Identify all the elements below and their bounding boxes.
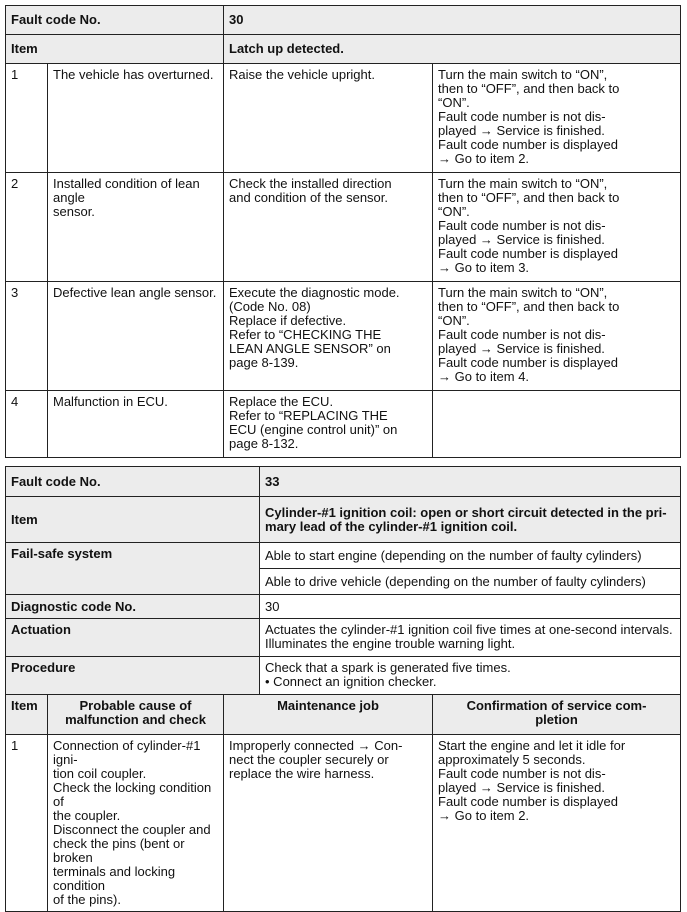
fault-code-label: Fault code No. [6, 467, 260, 497]
row-number: 4 [6, 391, 48, 458]
failsafe-label: Fail-safe system [6, 543, 260, 595]
row-cause: Installed condition of lean angle sensor. [48, 173, 224, 282]
fault-code-value: 33 [260, 467, 681, 497]
column-header-confirm: Confirmation of service com- pletion [433, 695, 681, 735]
actuation-value: Actuates the cylinder-#1 ignition coil five times at one-second intervals. Illuminates the engine trouble warning light. [260, 619, 681, 657]
row-confirm: Turn the main switch to “ON”, then to “OFF”, and then back to “ON”. Fault code number is not dis- played → Service is finished. Fault code number is displayed → Go to item 2. [433, 64, 681, 173]
row-job: Replace the ECU. Refer to “REPLACING THE ECU (engine control unit)” on page 8-132. [224, 391, 433, 458]
failsafe-start: Able to start engine (depending on the number of faulty cylinders) [260, 543, 681, 569]
failsafe-drive: Able to drive vehicle (depending on the number of faulty cylinders) [260, 569, 681, 595]
row-confirm [433, 391, 681, 458]
procedure-label: Procedure [6, 657, 260, 695]
row-number: 1 [6, 735, 48, 912]
row-confirm: Turn the main switch to “ON”, then to “OFF”, and then back to “ON”. Fault code number is not dis- played → Service is finished. Fault code number is displayed → Go to item 4. [433, 282, 681, 391]
row-confirm: Turn the main switch to “ON”, then to “OFF”, and then back to “ON”. Fault code number is not dis- played → Service is finished. Fault code number is displayed → Go to item 3. [433, 173, 681, 282]
table-row [6, 64, 681, 173]
table-row [6, 735, 681, 912]
fault-code-label: Fault code No. [6, 6, 224, 35]
column-header-job: Maintenance job [224, 695, 433, 735]
actuation-label: Actuation [6, 619, 260, 657]
item-value: Cylinder-#1 ignition coil: open or short circuit detected in the pri- mary lead of the cylinder-#1 ignition coil. [260, 497, 681, 543]
row-cause: Malfunction in ECU. [48, 391, 224, 458]
row-confirm: Start the engine and let it idle for approximately 5 seconds. Fault code number is not dis- played → Service is finished. Fault code number is displayed → Go to item 2. [433, 735, 681, 912]
fault-33-table [5, 466, 681, 912]
fault-30-table [5, 5, 681, 458]
item-label: Item [6, 497, 260, 543]
row-number: 3 [6, 282, 48, 391]
diagnostic-code-value: 30 [260, 595, 681, 619]
row-cause: Defective lean angle sensor. [48, 282, 224, 391]
row-cause: The vehicle has overturned. [48, 64, 224, 173]
column-header-item: Item [6, 695, 48, 735]
row-number: 2 [6, 173, 48, 282]
table-row [6, 282, 681, 391]
table-row [6, 391, 681, 458]
column-header-cause: Probable cause of malfunction and check [48, 695, 224, 735]
item-label: Item [6, 35, 224, 64]
row-number: 1 [6, 64, 48, 173]
row-job: Improperly connected → Con- nect the coupler securely or replace the wire harness. [224, 735, 433, 912]
procedure-value: Check that a spark is generated five times. • Connect an ignition checker. [260, 657, 681, 695]
fault-code-value: 30 [224, 6, 681, 35]
row-cause: Connection of cylinder-#1 igni- tion coil coupler. Check the locking condition of the coupler. Disconnect the coupler and check the pins (bent or broken terminals and locking condition of the pins). [48, 735, 224, 912]
row-job: Check the installed direction and condition of the sensor. [224, 173, 433, 282]
item-value: Latch up detected. [224, 35, 681, 64]
row-job: Execute the diagnostic mode. (Code No. 08) Replace if defective. Refer to “CHECKING THE LEAN ANGLE SENSOR” on page 8-139. [224, 282, 433, 391]
table-row [6, 173, 681, 282]
row-job: Raise the vehicle upright. [224, 64, 433, 173]
diagnostic-code-label: Diagnostic code No. [6, 595, 260, 619]
